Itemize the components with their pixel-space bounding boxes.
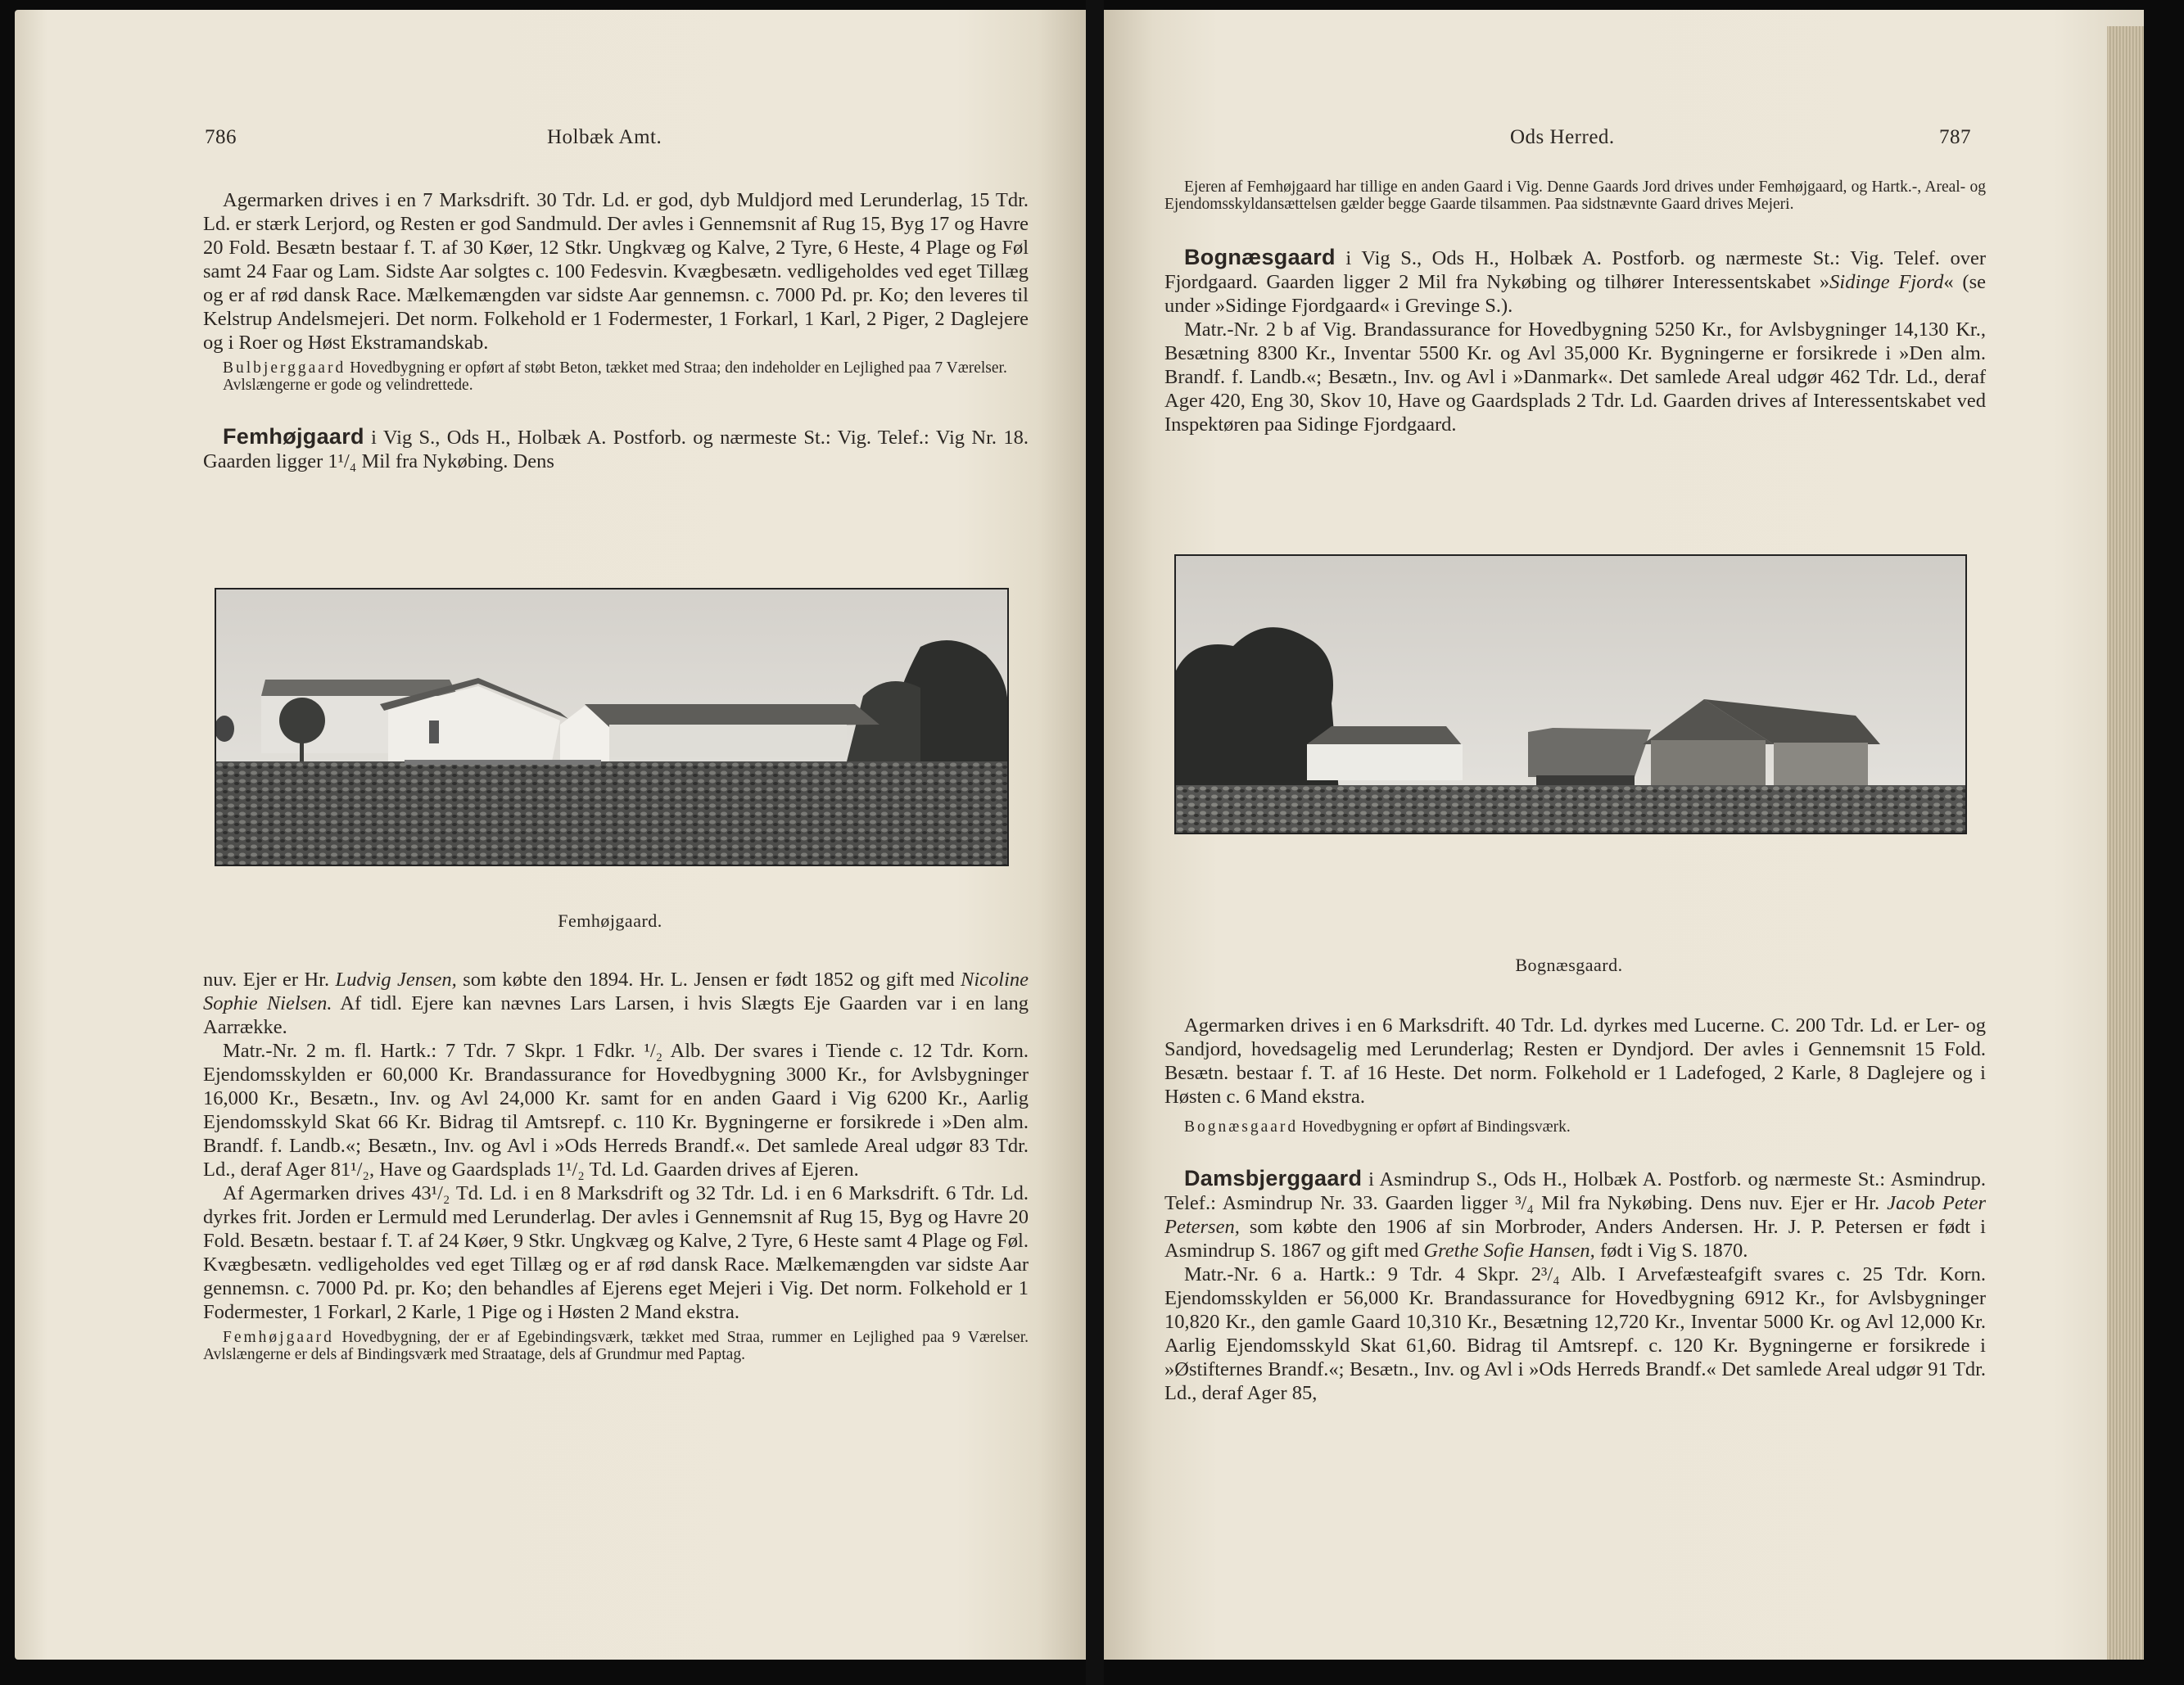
- entry-femhojgaard: [203, 425, 1029, 473]
- entry-bognaesgaard: [1164, 246, 1986, 318]
- text-span: i Vig S., Ods H., Holbæk A. Postforb. og nærmeste St.: Vig. Telef. over Fjordgaard. Gaarden ligger 2 Mil fra Nykøbing og tilhører Interessentskabet »: [1164, 247, 1986, 293]
- note-bulbjerggaard: [203, 359, 1029, 377]
- paragraph-owner: [203, 968, 1029, 1039]
- photo-bognaesgaard: [1174, 554, 1967, 834]
- page-edge: [2107, 26, 2144, 1660]
- owner-name: Ludvig Jensen,: [335, 969, 457, 991]
- note-avlslaengerne: Avlslængerne er gode og velindrettede.: [223, 377, 473, 394]
- left-page: [15, 10, 1086, 1660]
- owner-name: Jacob Peter Petersen,: [1164, 1192, 1986, 1238]
- note-text: Hovedbygning er opført af støbt Beton, tækket med Straa; den indeholder en Lejlighed paa 7 Værelser.: [346, 359, 1007, 377]
- running-head-left: Holbæk Amt.: [547, 126, 662, 148]
- wife-name: Nicoline Sophie Nielsen.: [203, 969, 1029, 1014]
- book-spine: [1086, 0, 1104, 1685]
- paragraph-agermarken: Agermarken drives i en 7 Marksdrift. 30 Tdr. Ld. er god, dyb Muldjord med Lerunderlag, 15 Tdr. Ld. er stærk Lerjord, og Resten er god Sandmuld. Der avles i Gennemsnit af Rug 15, Byg 17 og Havre 20 Fold. Besætn bestaar f. T. af 30 Køer, 12 Stkr. Ungkvæg og Kalve, 2 Tyre, 6 Heste, 4 Plage og Føl samt 24 Faar og Lam. Sidste Aar solgtes c. 100 Fedesvin. Kvægbesætn. vedligeholdes ved eget Tillæg og er af rød dansk Race. Mælkemængden var sidste Aar gennemsn. c. 7000 Pd. pr. Ko; den leveres til Kelstrup Andelsmejeri. Det norm. Folkehold er 1 Fodermester, 1 Forkarl, 1 Karl, 2 Piger, 2 Daglejere og i Roer og Høst Ekstramandskab.: [203, 189, 1029, 354]
- note-name: Bulbjerggaard: [223, 359, 346, 377]
- page-number-right: 787: [1939, 126, 1971, 148]
- entry-title: Bognæsgaard: [1184, 245, 1336, 269]
- page-number-left: 786: [205, 126, 237, 148]
- note-ejeren: Ejeren af Femhøjgaard har tillige en anden Gaard i Vig. Denne Gaards Jord drives under Femhøjgaard, og Hartk.-, Areal- og Ejendomsskyldansættelsen gælder begge Gaarde tilsammen. Paa sidstnævnte Gaard drives Mejeri.: [1164, 178, 1986, 213]
- entry-damsbjerggaard: [1164, 1167, 1986, 1263]
- left-text-top: [203, 188, 1029, 473]
- text-span: som købte den 1894. Hr. L. Jensen er født 1852 og gift med: [456, 969, 961, 991]
- italic-name: Sidinge Fjord: [1829, 271, 1944, 293]
- photo-femhojgaard: [215, 588, 1009, 866]
- paragraph-matr: Matr.-Nr. 2 m. fl. Hartk.: 7 Tdr. 7 Skpr. 1 Fdkr. ¹/₂ Alb. Der svares i Tiende c. 12 Tdr. Korn. Ejendomsskylden er 60,000 Kr. Brandassurance for Hovedbygning 3000 Kr., for Avlsbygninger 16,000 Kr., Besætn., Inv. og Avl 24,000 Kr. samt for en anden Gaard i Vig 6200 Kr., Aarlig Ejendomsskyld Skat 66 Kr. Bidrag til Amtsrepf. c. 110 Kr. Bygningerne er forsikrede i »Den alm. Brandf. f. Landb.«; Besætn., Inv. og Avl i »Ods Herreds Brandf.«. Det samlede Areal udgør 83 Tdr. Ld., deraf Ager 81¹/₂, Have og Gaardsplads 1¹/₂ Td. Ld. Gaarden drives af Ejeren.: [203, 1040, 1029, 1181]
- running-head-right: Ods Herred.: [1510, 126, 1615, 148]
- entry-title: Femhøjgaard: [223, 424, 364, 449]
- note-bognaesgaard: [1164, 1118, 1986, 1136]
- text-span: i Asmindrup S., Ods H., Holbæk A. Postforb. og nærmeste St.: Asmindrup. Telef.: Asmindrup Nr. 33. Gaarden ligger ³/₄ Mil fra Nykøbing. Dens nuv. Ejer er Hr.: [1164, 1168, 1986, 1214]
- wife-name: Grethe Sofie Hansen,: [1423, 1240, 1595, 1262]
- note-text: Hovedbygning er opført af Bindingsværk.: [1298, 1118, 1571, 1136]
- caption-bognaesgaard: Bognæsgaard.: [1515, 955, 1623, 975]
- right-page: [1104, 10, 2144, 1660]
- text-span: nuv. Ejer er Hr.: [203, 969, 336, 991]
- paragraph-matr-bognaes: Matr.-Nr. 2 b af Vig. Brandassurance for Hovedbygning 5250 Kr., for Avlsbygninger 14,130 Kr., Besætning 8300 Kr., Inventar 5500 Kr. og Avl 35,000 Kr. Bygningerne er forsikrede i »Den alm. Brandf. f. Landb.«; Besætn., Inv. og Avl i »Danmark«. Det samlede Areal udgør 462 Tdr. Ld., deraf Ager 420, Eng 30, Skov 10, Have og Gaardsplads 2 Tdr. Ld. Gaarden drives af Interessentskabet ved Inspektøren paa Sidinge Fjordgaard.: [1164, 318, 1986, 436]
- left-text-bottom: [203, 968, 1029, 1363]
- text-span: « (se under »Sidinge Fjordgaard« i Grevinge S.).: [1164, 271, 1986, 317]
- text-span: Af tidl. Ejere kan nævnes Lars Larsen, i hvis Slægts Eje Gaarden var i en lang Aarrække.: [203, 992, 1029, 1038]
- text-span: født i Vig S. 1870.: [1594, 1240, 1748, 1262]
- right-text-bottom: [1164, 1014, 1986, 1405]
- right-text-top: [1164, 178, 1986, 436]
- note-text: Hovedbygning, der er af Egebindingsværk, tækket med Straa, rummer en Lejlighed paa 9 Værelser. Avlslængerne er dels af Bindingsværk med Straatage, dels af Grundmur med Paptag.: [203, 1329, 1029, 1363]
- note-name: Bognæsgaard: [1184, 1118, 1299, 1136]
- paragraph-ager-bognaes: Agermarken drives i en 6 Marksdrift. 40 Tdr. Ld. dyrkes med Lucerne. C. 200 Tdr. Ld. er Ler- og Sandjord, hovedsagelig med Lerunderlag; Resten er Dyndjord. Der avles i Gennemsnit 15 Fold. Besætn. bestaar f. T. af 16 Heste. Det norm. Folkehold er 1 Ladefoged, 2 Karle, 8 Daglejere og i Høsten c. 6 Mand ekstra.: [1164, 1014, 1986, 1108]
- entry-title: Damsbjerggaard: [1184, 1166, 1363, 1190]
- paragraph-matr-damsbjerg: Matr.-Nr. 6 a. Hartk.: 9 Tdr. 4 Skpr. 2³/₄ Alb. I Arvefæsteafgift svares c. 25 Tdr. Korn. Ejendomsskylden er 56,000 Kr. Brandassurance for Hovedbygning 6912 Kr., for Avlsbygninger 10,820 Kr., den gamle Gaard 10,310 Kr., Besætning 12,720 Kr., Inventar 5000 Kr. og Avl 12,000 Kr. Aarlig Ejendomsskyld Skat 61,60. Bidrag til Amtsrepf. c. 120 Kr. Bygningerne er forsikrede i »Østifternes Brandf.«; Besætn., Inv. og Avl i »Ods Herreds Brandf.« Det samlede Areal udgør 91 Tdr. Ld., deraf Ager 85,: [1164, 1263, 1986, 1404]
- note-femhojgaard: [203, 1329, 1029, 1363]
- note-name: Femhøjgaard: [223, 1329, 334, 1346]
- text-span: som købte den 1906 af sin Morbroder, Anders Andersen. Hr. J. P. Petersen er født i Asmindrup S. 1867 og gift med: [1164, 1216, 1986, 1262]
- entry-intro: i Vig S., Ods H., Holbæk A. Postforb. og nærmeste St.: Vig. Telef.: Vig Nr. 18. Gaarden ligger 1¹/₄ Mil fra Nykøbing. Dens: [203, 427, 1029, 472]
- caption-femhojgaard: Femhøjgaard.: [558, 910, 662, 931]
- paragraph-ager: Af Agermarken drives 43¹/₂ Td. Ld. i en 8 Marksdrift og 32 Tdr. Ld. i en 6 Marksdrift. 6 Tdr. Ld. dyrkes frit. Jorden er Lermuld med Lerunderlag. Der avles i Gennemsnit af Rug 15, Byg og Havre 20 Fold. Besætn. bestaar f. T. af 24 Køer, 9 Stkr. Ungkvæg og Kalve, 2 Tyre, 6 Heste samt 4 Plage og Føl. Kvægbesætn. vedligeholdes ved eget Tillæg og er af rød dansk Race. Mælkemængden var sidste Aar gennemsn. c. 7000 Pd. pr. Ko; den behandles af Ejerens eget Mejeri i Vig. Det norm. Folkehold er 1 Fodermester, 1 Forkarl, 2 Karle, 1 Pige og i Høsten 2 Mand ekstra.: [203, 1182, 1029, 1323]
